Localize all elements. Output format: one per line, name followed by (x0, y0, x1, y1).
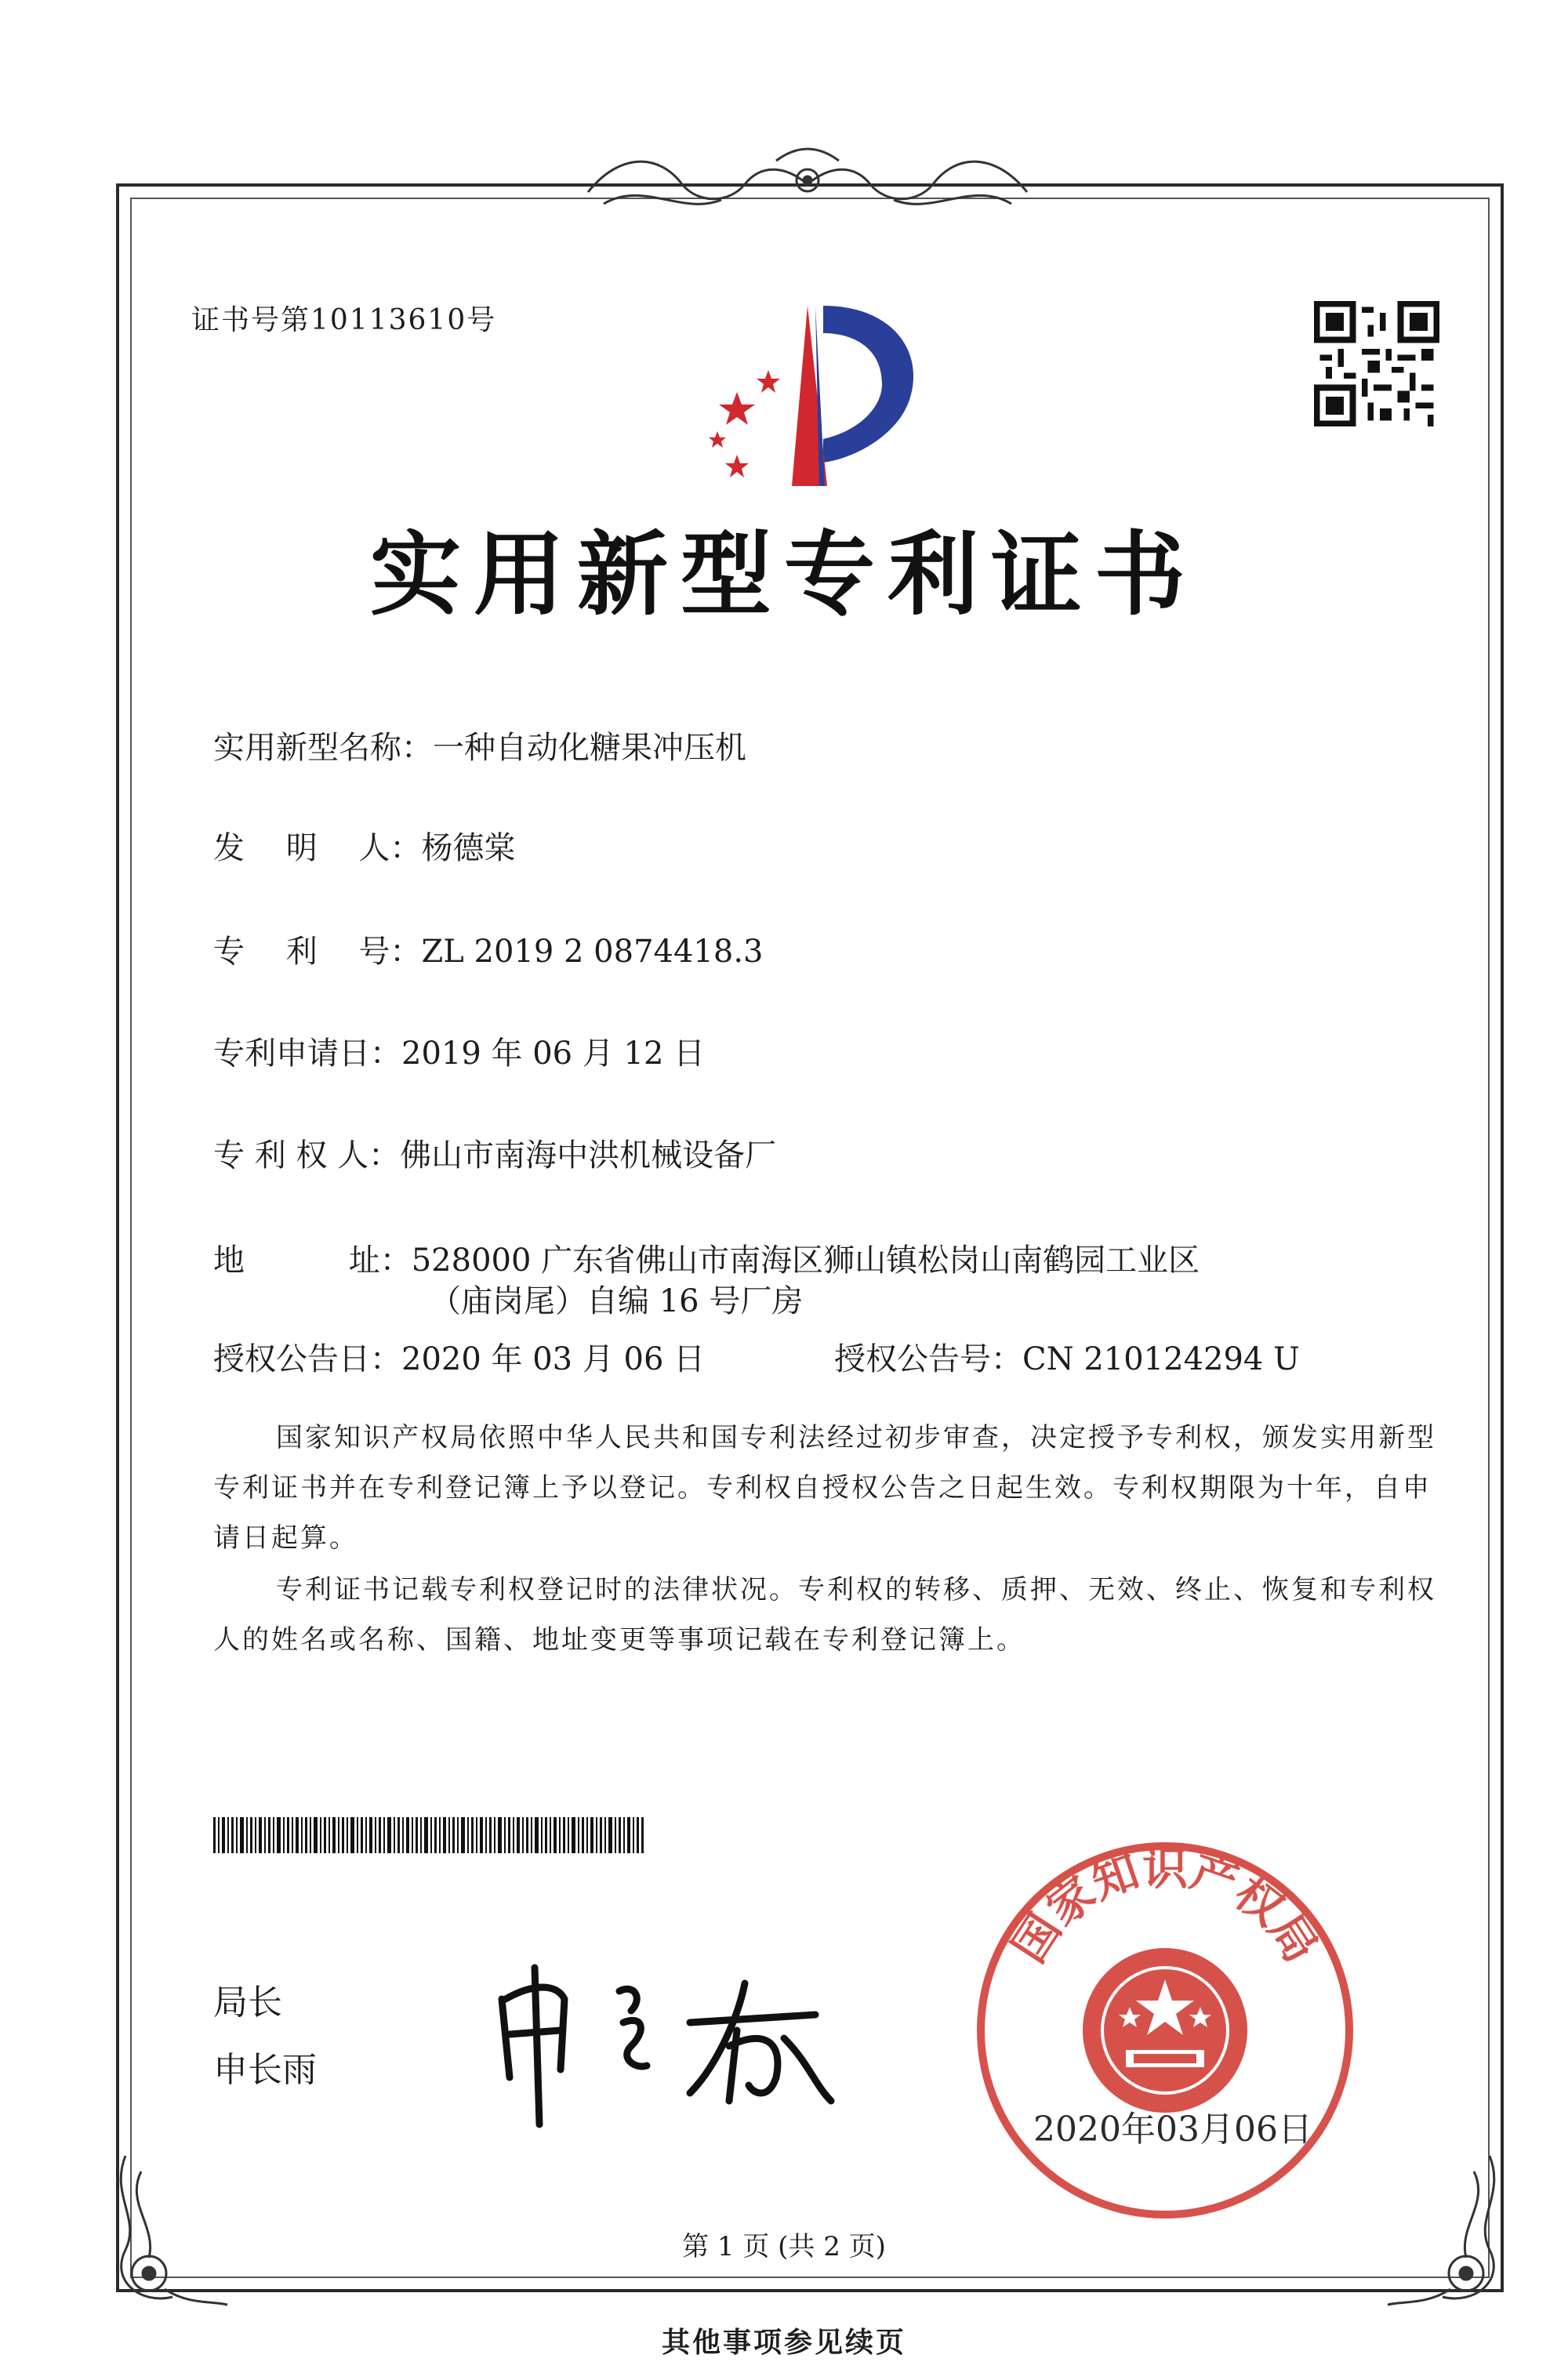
director-name: 申长雨 (213, 2050, 317, 2090)
field-label: 专 利 权 人： (213, 1137, 401, 1174)
seal-text: 国家知识产权局 (1002, 1841, 1328, 1972)
top-ornament-icon (572, 137, 1043, 223)
field-value: 一种自动化糖果冲压机 (433, 730, 746, 766)
field-filing-date (213, 1029, 705, 1073)
barcode-icon (213, 1817, 644, 1853)
field-utility-model-name (213, 723, 746, 767)
cnipa-emblem-icon (690, 298, 941, 494)
field-value: 528000 广东省佛山市南海区狮山镇松岗山南鹤园工业区 (411, 1243, 1200, 1279)
field-inventor (213, 823, 515, 868)
field-value: CN 210124294 U (1022, 1341, 1300, 1377)
seal-date: 2020年03月06日 (1033, 2110, 1312, 2150)
field-grant-number (834, 1334, 1300, 1379)
field-value: 2019 年 06 月 12 日 (401, 1036, 706, 1072)
field-label: 专 利 号： (213, 934, 422, 970)
field-value: 佛山市南海中洪机械设备厂 (400, 1137, 777, 1174)
field-label: 专利申请日： (213, 1036, 401, 1072)
page-number: 第 1 页 (共 2 页) (682, 2231, 886, 2262)
field-label: 授权公告日： (213, 1341, 401, 1377)
field-patent-number (213, 927, 764, 971)
certificate-number: 证书号第10113610号 (191, 304, 497, 336)
field-label: 发 明 人： (213, 830, 422, 866)
field-value: 2020 年 03 月 06 日 (401, 1341, 706, 1377)
continued-note: 其他事项参见续页 (661, 2326, 906, 2359)
field-grant-date (213, 1334, 705, 1379)
field-label: 授权公告号： (834, 1341, 1022, 1377)
qr-code-icon (1314, 301, 1439, 426)
director-title: 局长 (213, 1983, 282, 2023)
field-address (213, 1235, 1200, 1280)
field-address-line2: （庙岗尾）自编 16 号厂房 (430, 1283, 804, 1319)
legal-status-paragraph: 专利证书记载专利权登记时的法律状况。专利权的转移、质押、无效、终止、恢复和专利权人的姓名或名称、国籍、地址变更等事项记载在专利登记簿上。 (213, 1574, 1436, 1656)
certificate-title: 实用新型专利证书 (370, 522, 1198, 628)
grant-statement-paragraph: 国家知识产权局依照中华人民共和国专利法经过初步审查，决定授予专利权，颁发实用新型专利证书并在专利登记簿上予以登记。专利权自授权公告之日起生效。专利权期限为十年，自申请日起算。 (213, 1422, 1436, 1554)
field-label: 实用新型名称： (213, 730, 433, 766)
field-patentee (213, 1130, 776, 1175)
field-value: 杨德棠 (421, 830, 516, 866)
field-label: 地 址： (213, 1243, 412, 1279)
official-seal (969, 1819, 1361, 2226)
director-signature (486, 1936, 839, 2132)
field-value: ZL 2019 2 0874418.3 (421, 934, 764, 970)
